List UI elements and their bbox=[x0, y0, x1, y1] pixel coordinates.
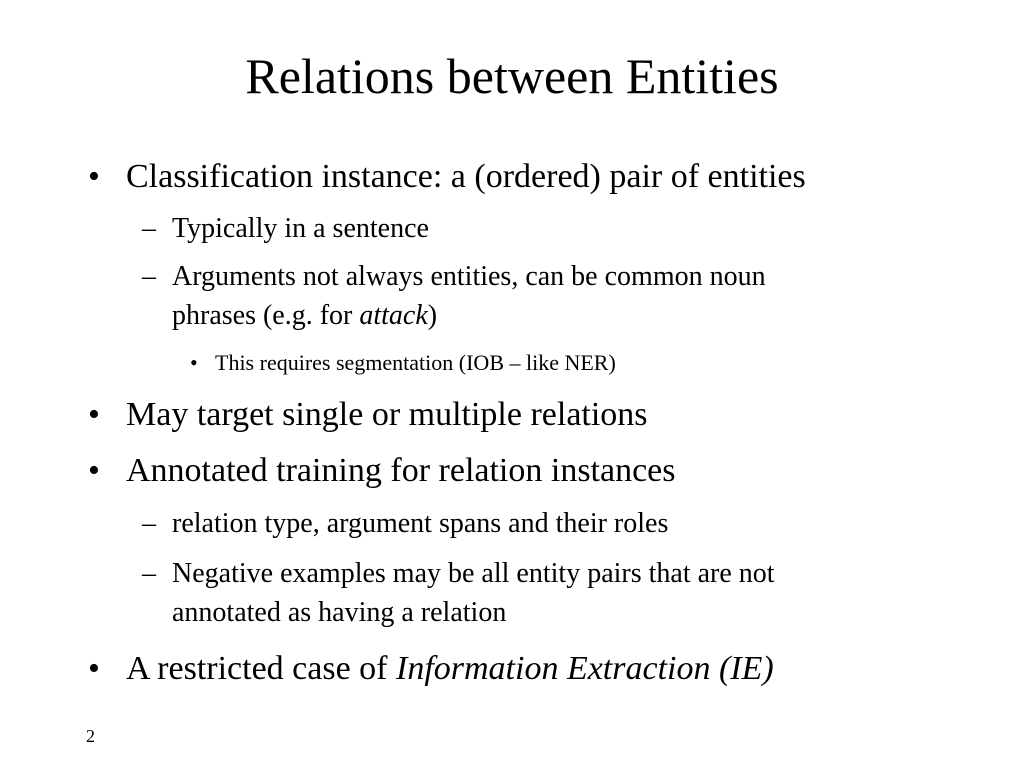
bullet-target-relations: May target single or multiple relations bbox=[126, 396, 648, 433]
restricted-case-text: A restricted case of bbox=[126, 650, 396, 687]
bullet-marker: • bbox=[88, 158, 100, 195]
sub-bullet-arguments-line2 bbox=[172, 297, 437, 335]
information-extraction-emphasis: Information Extraction (IE) bbox=[396, 650, 774, 687]
dash-marker: – bbox=[142, 558, 156, 589]
bullet-marker-small: • bbox=[190, 350, 198, 375]
slide-title: Relations between Entities bbox=[245, 48, 779, 104]
sub-bullet-negative-examples-line1: Negative examples may be all entity pairs that are not bbox=[172, 558, 775, 589]
dash-marker: – bbox=[142, 508, 156, 539]
bullet-marker: • bbox=[88, 452, 100, 489]
dash-marker: – bbox=[142, 261, 156, 292]
dash-marker: – bbox=[142, 213, 156, 244]
bullet-classification-instance: Classification instance: a (ordered) pair of entities bbox=[126, 158, 806, 195]
bullet-marker: • bbox=[88, 650, 100, 687]
bullet-restricted-case bbox=[126, 649, 774, 689]
bullet-annotated-training: Annotated training for relation instances bbox=[126, 452, 676, 489]
sub-bullet-negative-examples-line2: annotated as having a relation bbox=[172, 597, 507, 628]
attack-emphasis: attack bbox=[359, 300, 428, 331]
page-number: 2 bbox=[86, 726, 95, 746]
arguments-text: phrases (e.g. for bbox=[172, 300, 360, 331]
sub-sub-bullet-segmentation: This requires segmentation (IOB – like NER) bbox=[215, 350, 616, 375]
bullet-marker: • bbox=[88, 396, 100, 433]
sub-bullet-arguments-line1: Arguments not always entities, can be common noun bbox=[172, 261, 766, 292]
sub-bullet-typically: Typically in a sentence bbox=[172, 213, 429, 244]
arguments-close: ) bbox=[427, 300, 438, 331]
sub-bullet-relation-type: relation type, argument spans and their roles bbox=[172, 508, 669, 539]
